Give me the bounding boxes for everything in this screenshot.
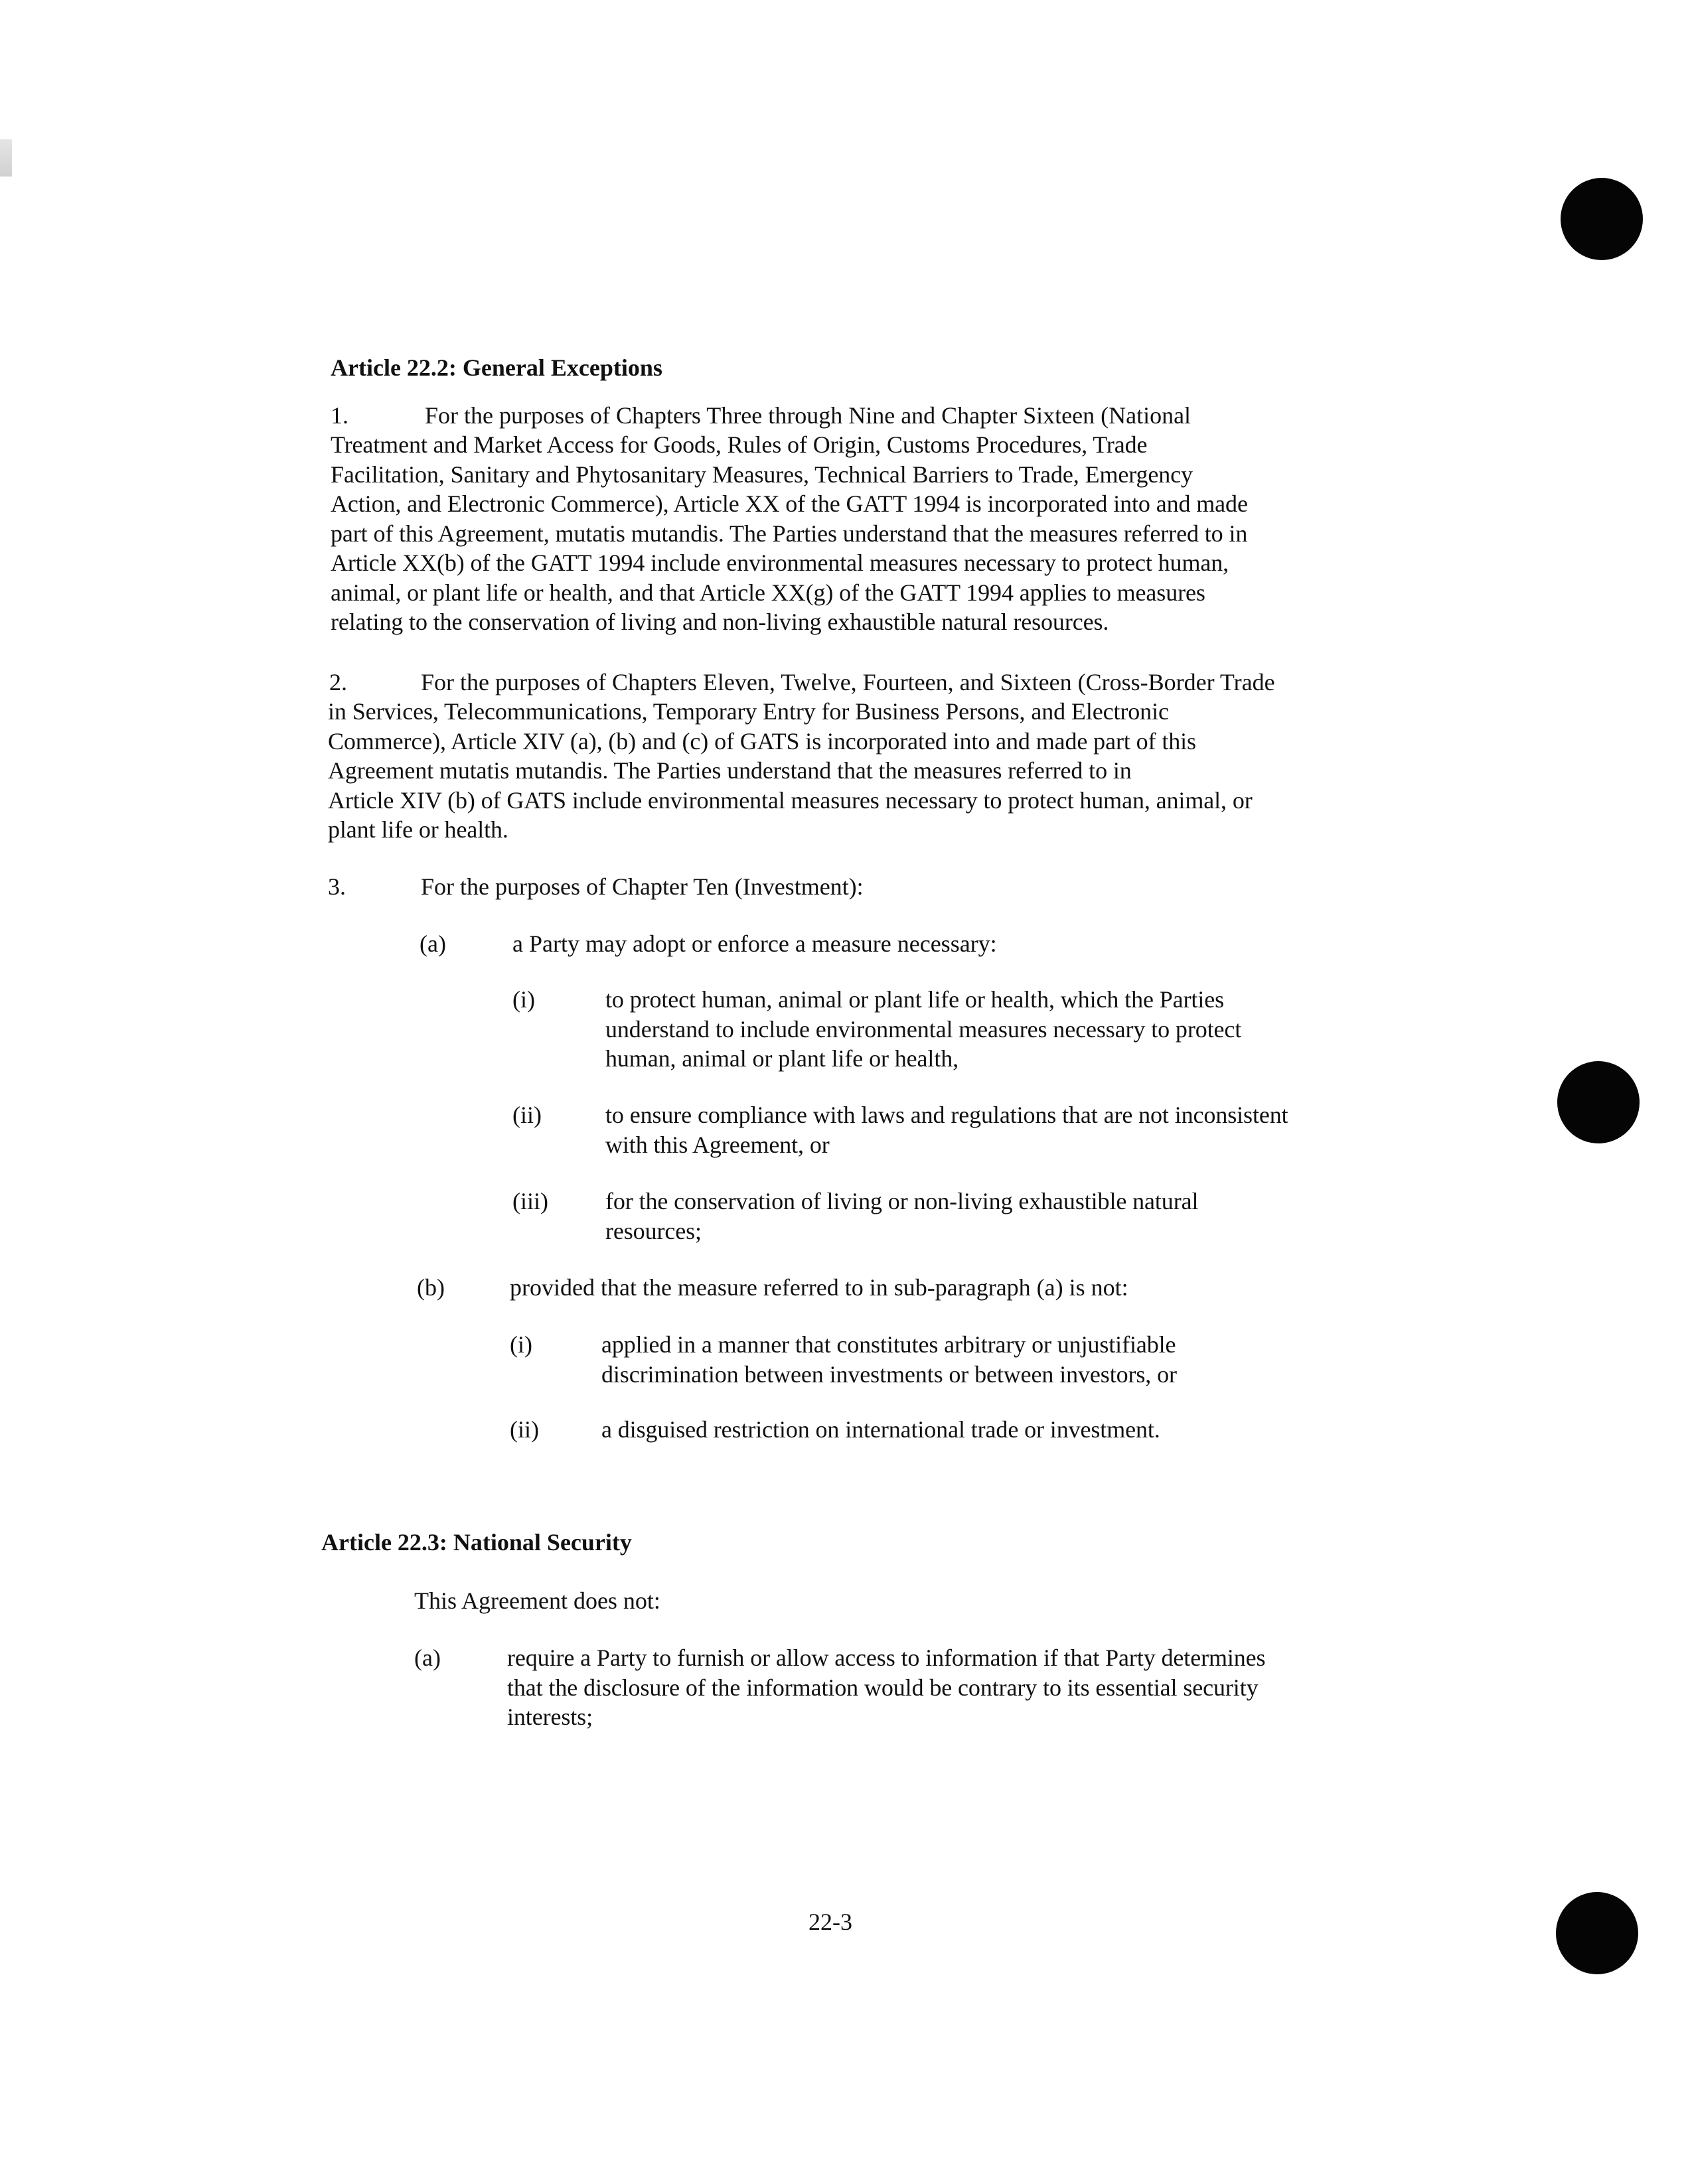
item-a-i-body xyxy=(605,985,1241,1074)
item-a-ii-body xyxy=(605,1100,1288,1159)
item-b-ii-line: a disguised restriction on international trade or investment. xyxy=(601,1416,1160,1443)
paragraph-2-first-line: For the purposes of Chapters Eleven, Twelve, Fourteen, and Sixteen (Cross-Border Trade xyxy=(421,669,1275,695)
item-a-ii-line: to ensure compliance with laws and regulations that are not inconsistent xyxy=(605,1102,1288,1128)
item-a-iii-body xyxy=(605,1187,1198,1246)
security-item-a-body xyxy=(507,1643,1265,1732)
item-b-i-body xyxy=(601,1330,1177,1389)
paragraph-1-line: Facilitation, Sanitary and Phytosanitary Measures, Technical Barriers to Trade, Emergency xyxy=(331,461,1193,488)
item-b-ii-body xyxy=(601,1415,1160,1445)
article-22-2-heading: Article 22.2: General Exceptions xyxy=(331,354,662,381)
item-a-iii-line: resources; xyxy=(605,1217,702,1244)
paragraph-1-line: Action, and Electronic Commerce), Article XX of the GATT 1994 is incorporated into and made xyxy=(331,490,1248,517)
paragraph-2-line: Commerce), Article XIV (a), (b) and (c) of GATS is incorporated into and made part of this xyxy=(328,727,1196,755)
punch-hole-bottom xyxy=(1556,1892,1638,1974)
paragraph-2-line: Agreement mutatis mutandis. The Parties understand that the measures referred to in xyxy=(328,757,1132,784)
subparagraph-b-label: (b) xyxy=(417,1274,445,1301)
item-a-i-line: human, animal or plant life or health, xyxy=(605,1045,959,1072)
item-b-i-line: discrimination between investments or between investors, or xyxy=(601,1360,1177,1388)
subparagraph-a-label: (a) xyxy=(420,930,446,957)
security-item-a-line: that the disclosure of the information would be contrary to its essential security xyxy=(507,1674,1259,1701)
security-item-a-line: require a Party to furnish or allow access to information if that Party determines xyxy=(507,1644,1266,1671)
paragraph-2-line: Article XIV (b) of GATS include environmental measures necessary to protect human, animal, or xyxy=(328,786,1253,814)
article-22-3-heading: Article 22.3: National Security xyxy=(321,1529,632,1556)
paragraph-1-line: relating to the conservation of living and non-living exhaustible natural resources. xyxy=(331,609,1109,635)
item-b-i-line: applied in a manner that constitutes arbitrary or unjustifiable xyxy=(601,1331,1176,1358)
paragraph-1-number: 1. xyxy=(331,402,348,429)
security-item-a-label: (a) xyxy=(414,1644,441,1671)
item-a-i-line: to protect human, animal or plant life or health, which the Parties xyxy=(605,986,1225,1013)
item-a-ii-label: (ii) xyxy=(512,1102,542,1128)
item-a-iii-line: for the conservation of living or non-living exhaustible natural xyxy=(605,1188,1199,1214)
paragraph-2-line: plant life or health. xyxy=(328,816,508,843)
item-b-i-label: (i) xyxy=(510,1331,532,1358)
scan-artifact-mark xyxy=(0,139,12,177)
subparagraph-a-text: a Party may adopt or enforce a measure necessary: xyxy=(512,930,997,957)
punch-hole-top xyxy=(1561,178,1643,260)
paragraph-1-body xyxy=(331,430,1248,637)
item-b-ii-label: (ii) xyxy=(510,1416,539,1443)
paragraph-2-body xyxy=(328,697,1253,845)
security-item-a-line: interests; xyxy=(507,1704,593,1730)
subparagraph-b-text: provided that the measure referred to in sub-paragraph (a) is not: xyxy=(510,1274,1128,1301)
paragraph-1-line: Article XX(b) of the GATT 1994 include environmental measures necessary to protect human, xyxy=(331,549,1229,576)
paragraph-1-line: part of this Agreement, mutatis mutandis. The Parties understand that the measures referred to in xyxy=(331,520,1248,547)
paragraph-2-number: 2. xyxy=(329,669,347,695)
paragraph-1-first-line: For the purposes of Chapters Three through Nine and Chapter Sixteen (National xyxy=(425,402,1191,429)
page-number: 22-3 xyxy=(808,1909,852,1935)
punch-hole-middle xyxy=(1557,1061,1640,1143)
paragraph-3-text: For the purposes of Chapter Ten (Investment): xyxy=(421,873,864,900)
paragraph-3-number: 3. xyxy=(328,873,346,900)
paragraph-2-line: in Services, Telecommunications, Temporary Entry for Business Persons, and Electronic xyxy=(328,698,1169,725)
item-a-i-line: understand to include environmental measures necessary to protect xyxy=(605,1015,1242,1043)
item-a-ii-line: with this Agreement, or xyxy=(605,1131,830,1158)
paragraph-1-line: animal, or plant life or health, and that Article XX(g) of the GATT 1994 applies to measures xyxy=(331,579,1205,606)
paragraph-1-line: Treatment and Market Access for Goods, Rules of Origin, Customs Procedures, Trade xyxy=(331,431,1148,458)
item-a-i-label: (i) xyxy=(512,986,535,1013)
item-a-iii-label: (iii) xyxy=(512,1188,548,1214)
article-22-3-intro: This Agreement does not: xyxy=(414,1587,660,1614)
